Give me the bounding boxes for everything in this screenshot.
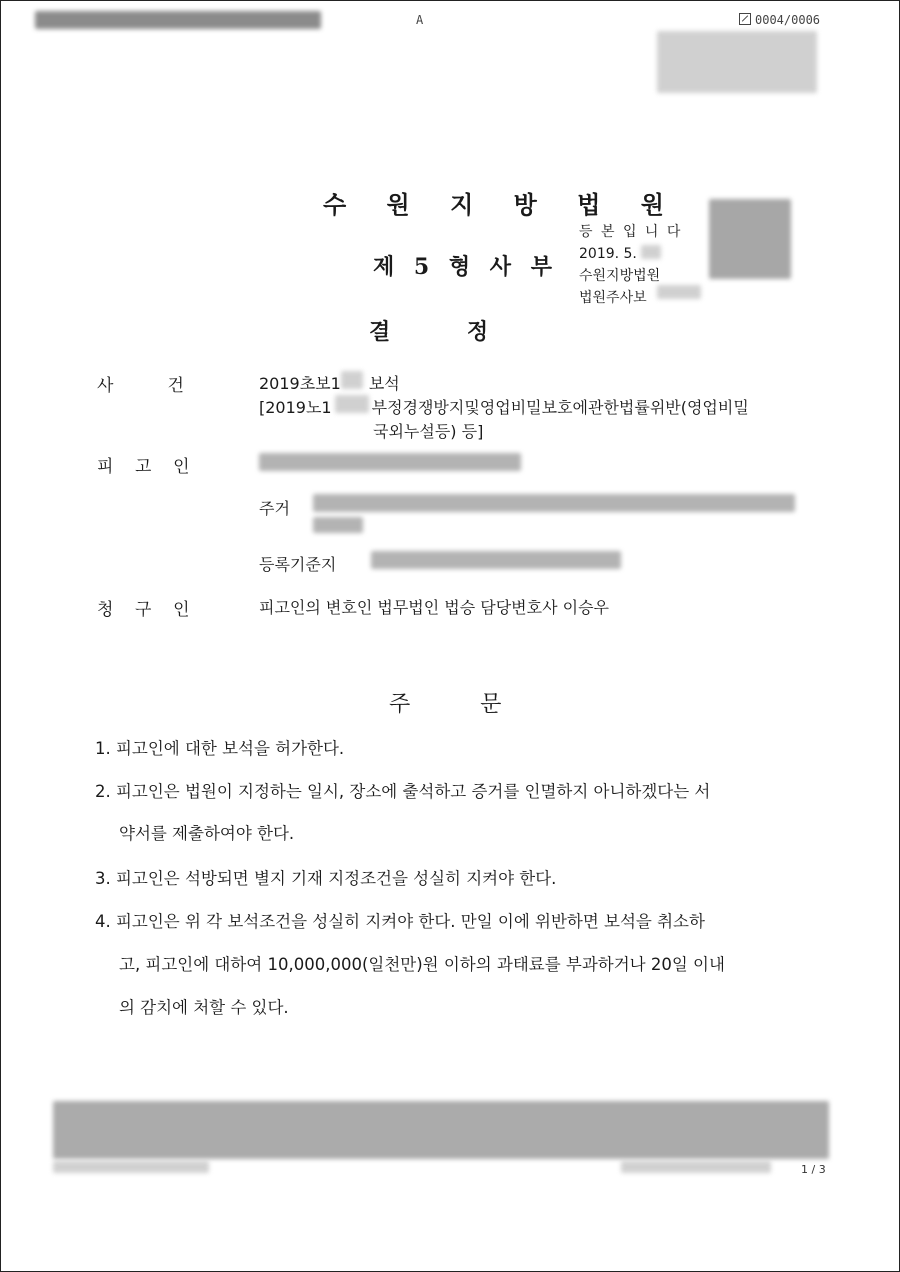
order-title: 주 문 xyxy=(389,692,502,717)
redacted-court-seal xyxy=(709,199,791,279)
appeal-case-charge: 부정경쟁방지및영업비밀보호에관한법률위반(영업비밀 xyxy=(371,398,749,417)
order-item-4-cont-2: 의 감치에 처할 수 있다. xyxy=(119,998,289,1017)
stamp-line-1: 등 본 입 니 다 xyxy=(579,224,683,240)
redacted-footer-block xyxy=(53,1101,829,1159)
redacted-stamp-date xyxy=(641,245,661,259)
court-division: 제 5 형 사 부 xyxy=(373,254,558,280)
order-item-1: 1. 피고인에 대한 보석을 허가한다. xyxy=(95,739,345,758)
fax-page-counter xyxy=(739,13,820,27)
case-label: 사 건 xyxy=(97,376,184,396)
applicant-label: 청 구 인 xyxy=(97,600,190,620)
redacted-barcode xyxy=(657,31,817,93)
registry-label: 등록기준지 xyxy=(259,555,337,574)
applicant-value: 피고인의 변호인 법무법인 법승 담당변호사 이승우 xyxy=(259,598,610,617)
order-item-2: 2. 피고인은 법원이 지정하는 일시, 장소에 출석하고 증거를 인멸하지 아니하겠다는 서 xyxy=(95,782,711,801)
address-label: 주거 xyxy=(259,499,290,518)
court-name: 수 원 지 방 법 원 xyxy=(323,190,680,219)
order-item-3: 3. 피고인은 석방되면 별지 기재 지정조건을 성실히 지켜야 한다. xyxy=(95,869,557,888)
case-number xyxy=(259,371,400,394)
redacted-footer-right xyxy=(621,1161,771,1173)
fax-marker: A xyxy=(416,13,424,27)
redacted-appeal-number xyxy=(335,395,369,413)
redacted-fax-sender xyxy=(35,11,321,29)
case-number-text: 2019초보1 xyxy=(259,374,341,393)
fax-icon xyxy=(739,13,751,25)
redacted-clerk-name xyxy=(657,285,701,299)
stamp-line-4: 법원주사보 xyxy=(579,290,647,306)
order-item-2-cont: 약서를 제출하여야 한다. xyxy=(119,824,295,843)
appeal-case xyxy=(259,395,749,418)
order-item-4-cont-1: 고, 피고인에 대하여 10,000,000(일천만)원 이하의 과태료를 부과하거나 20일 이내 xyxy=(119,955,725,974)
redacted-address xyxy=(313,494,795,512)
page-number: 1 / 3 xyxy=(801,1163,826,1176)
appeal-case-charge-cont: 국외누설등) 등] xyxy=(373,422,484,441)
defendant-label: 피 고 인 xyxy=(97,457,190,477)
redacted-defendant-name xyxy=(259,453,521,471)
redacted-case-number xyxy=(341,371,363,389)
redacted-footer-left xyxy=(53,1161,209,1173)
redacted-registry xyxy=(371,551,621,569)
appeal-case-number: [2019노1 xyxy=(259,398,332,417)
case-type: 보석 xyxy=(368,374,400,393)
order-item-4: 4. 피고인은 위 각 보석조건을 성실히 지켜야 한다. 만일 이에 위반하면 보석을 취소하 xyxy=(95,912,705,931)
redacted-address-cont xyxy=(313,517,363,533)
stamp-line-2: 2019. 5. xyxy=(579,246,637,262)
stamp-line-3: 수원지방법원 xyxy=(579,268,661,284)
fax-page-counter-text: 0004/0006 xyxy=(755,13,821,27)
document-title: 결 정 xyxy=(369,319,489,345)
